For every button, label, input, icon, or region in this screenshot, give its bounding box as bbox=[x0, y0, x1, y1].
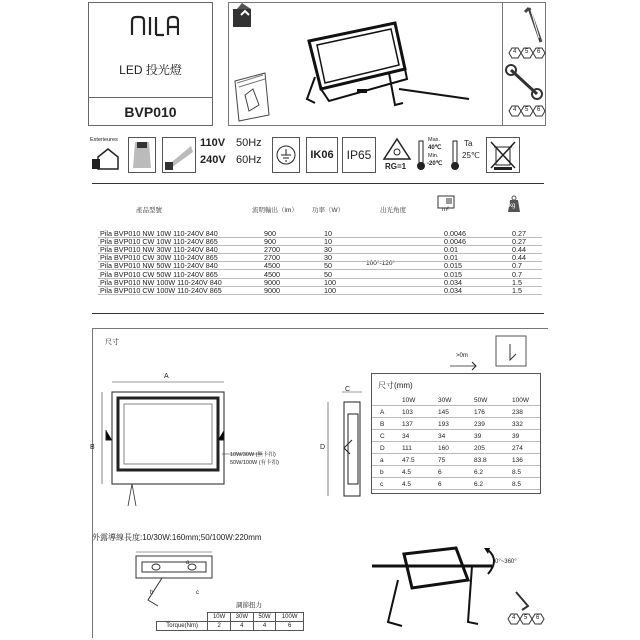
spec-lumen: 900 bbox=[264, 237, 276, 247]
tool-size-bottom bbox=[507, 104, 547, 118]
spec-power: 10 bbox=[324, 237, 332, 247]
spec-power: 100 bbox=[324, 285, 336, 295]
dim-label-c: C bbox=[345, 386, 351, 393]
hex-key-icon bbox=[525, 8, 541, 42]
dimension-row bbox=[372, 456, 540, 466]
dimension-value: 8.5 bbox=[512, 469, 522, 476]
pila-logo bbox=[129, 15, 179, 37]
rotation-drawing bbox=[372, 548, 494, 626]
ik-rating-badge bbox=[306, 137, 338, 173]
frequency-badge bbox=[236, 137, 270, 173]
spec-power: 30 bbox=[324, 245, 332, 255]
spec-power: 10 bbox=[324, 229, 332, 238]
dimension-value: 34 bbox=[402, 433, 410, 440]
thermometer-icon bbox=[416, 139, 426, 171]
header-model: 產品型號 bbox=[136, 207, 162, 214]
torque-col-30w: 30W bbox=[230, 613, 253, 622]
spec-model: Pila BVP010 NW 50W 110-240V 840 bbox=[100, 261, 218, 271]
dimension-value: 137 bbox=[402, 421, 413, 428]
spec-weight: 1.5 bbox=[512, 277, 522, 287]
tool-size-5b: 5 bbox=[525, 107, 529, 113]
dimension-value: 6.2 bbox=[474, 481, 484, 488]
cable-length-note: 外露導線長度:10/30W:160mm;50/100W:220mm bbox=[92, 533, 262, 542]
spotlight-icon-badge bbox=[128, 137, 156, 173]
spec-lumen: 9000 bbox=[264, 285, 280, 295]
dimension-value: 193 bbox=[438, 421, 449, 428]
dimension-row-label: A bbox=[380, 409, 385, 416]
dimension-value: 6 bbox=[438, 481, 442, 488]
spec-power: 50 bbox=[324, 261, 332, 271]
dimension-row bbox=[372, 444, 540, 454]
spec-weight: 0.27 bbox=[512, 229, 526, 238]
spec-lumen: 4500 bbox=[264, 261, 280, 271]
dimension-row-label: D bbox=[380, 445, 385, 452]
dimension-row bbox=[372, 480, 540, 490]
area-icon bbox=[436, 194, 458, 216]
weight-unit: kg bbox=[509, 203, 516, 209]
dim-label-d: D bbox=[320, 444, 326, 451]
cable-note-1: 10W/30W (無卡扣) bbox=[230, 452, 276, 458]
dim-label-small-c: c bbox=[196, 590, 199, 596]
spec-area: 0.0046 bbox=[444, 229, 466, 238]
dimension-value: 4.5 bbox=[402, 481, 412, 488]
weight-icon bbox=[504, 194, 524, 214]
dimension-value: 145 bbox=[438, 409, 449, 416]
ground-badge bbox=[272, 137, 300, 173]
rotation-hex-key-icon bbox=[516, 592, 528, 610]
dimension-value: 6 bbox=[438, 469, 442, 476]
area-unit: m² bbox=[442, 207, 449, 213]
ip-rating-label: IP65 bbox=[346, 147, 372, 162]
warning-triangle-icon bbox=[382, 137, 412, 161]
spec-lumen: 2700 bbox=[264, 253, 280, 263]
dimension-value: 176 bbox=[474, 409, 485, 416]
dimension-value: 238 bbox=[512, 409, 523, 416]
dimension-col-header: 10W bbox=[402, 397, 416, 404]
distance-label: >0m bbox=[456, 353, 468, 359]
tool-size-5: 5 bbox=[525, 49, 529, 55]
spec-area: 0.01 bbox=[444, 245, 458, 255]
header-beam-angle: 出光角度 bbox=[380, 207, 406, 214]
dimension-value: 103 bbox=[402, 409, 413, 416]
angle-icon-badge bbox=[162, 137, 196, 173]
cable-detail-drawing bbox=[136, 552, 212, 606]
ta-value: 25℃ bbox=[462, 151, 480, 160]
mounting-icon bbox=[496, 336, 526, 366]
product-info-panel bbox=[88, 2, 213, 126]
dimension-value: 6.2 bbox=[474, 469, 484, 476]
frequency-60: 60Hz bbox=[236, 154, 262, 166]
dimension-value: 39 bbox=[474, 433, 482, 440]
ik-rating-label: IK06 bbox=[310, 148, 334, 161]
beam-angle-value: 100°-120° bbox=[366, 260, 396, 267]
torque-table bbox=[156, 612, 304, 631]
distance-icon bbox=[450, 362, 476, 370]
header-power: 功率（W） bbox=[312, 207, 345, 214]
front-view-drawing bbox=[102, 382, 262, 506]
rg-rating-badge bbox=[380, 137, 414, 173]
model-number: BVP010 bbox=[89, 97, 212, 125]
torque-title: 調節扭力 bbox=[236, 602, 262, 609]
dim-label-b: B bbox=[90, 444, 95, 451]
ta-rating-badge bbox=[450, 137, 484, 173]
dimension-value: 111 bbox=[402, 445, 412, 452]
rotation-label: 0°~360° bbox=[495, 559, 517, 565]
torque-value-100w: 6 bbox=[276, 622, 304, 631]
dim-label-small-a: a bbox=[186, 560, 190, 566]
tool-size-6b: 6 bbox=[537, 107, 541, 113]
product-drawing-panel bbox=[228, 2, 546, 126]
dimension-value: 4.5 bbox=[402, 469, 412, 476]
ip-rating-badge bbox=[342, 137, 376, 173]
temp-min-value: -20℃ bbox=[427, 161, 443, 167]
temp-max-value: 40℃ bbox=[428, 145, 442, 151]
voltage-badge bbox=[200, 137, 232, 173]
temp-max-label: Max. bbox=[428, 137, 440, 143]
dimension-row bbox=[372, 408, 540, 418]
dimension-value: 34 bbox=[438, 433, 446, 440]
spec-weight: 0.27 bbox=[512, 237, 526, 247]
rot-size-6: 6 bbox=[536, 615, 540, 621]
torque-col-100w: 100W bbox=[276, 613, 304, 622]
spec-model: Pila BVP010 CW 100W 110-240V 865 bbox=[100, 285, 222, 295]
dimension-table bbox=[371, 373, 541, 494]
rot-size-5: 5 bbox=[524, 615, 528, 621]
crossed-bin-icon bbox=[488, 139, 518, 171]
dimension-value: 205 bbox=[474, 445, 485, 452]
spec-area: 0.015 bbox=[444, 261, 462, 271]
ta-label: Ta bbox=[464, 139, 473, 148]
product-type-label: LED 投光燈 bbox=[119, 63, 182, 77]
spec-power: 100 bbox=[324, 277, 336, 287]
rotation-tool-size bbox=[506, 612, 546, 626]
dimension-value: 83.8 bbox=[474, 457, 487, 464]
spec-weight: 0.44 bbox=[512, 253, 526, 263]
rot-size-4: 4 bbox=[512, 615, 516, 621]
ta-thermometer-icon bbox=[450, 139, 460, 171]
floodlight-drawing bbox=[307, 23, 469, 105]
dimension-row-label: a bbox=[380, 457, 384, 464]
header-lumen: 流明輸出（lm） bbox=[252, 207, 298, 214]
manual-icon bbox=[235, 73, 269, 121]
temp-min-label: Min. bbox=[428, 153, 439, 159]
spec-model: Pila BVP010 NW 10W 110-240V 840 bbox=[100, 229, 218, 238]
spec-area: 0.0046 bbox=[444, 237, 466, 247]
dimension-row bbox=[372, 432, 540, 442]
spec-weight: 0.7 bbox=[512, 269, 522, 279]
tool-size-4b: 4 bbox=[513, 107, 517, 113]
dimension-col-header: 50W bbox=[474, 397, 488, 404]
spec-lumen: 4500 bbox=[264, 269, 280, 279]
spec-weight: 0.44 bbox=[512, 245, 526, 255]
spec-table bbox=[92, 183, 544, 314]
dimension-title: 尺寸 bbox=[105, 339, 119, 346]
dimension-row-label: b bbox=[380, 469, 384, 476]
cable-note-2: 50W/100W (有卡扣) bbox=[230, 460, 279, 466]
spec-model: Pila BVP010 CW 50W 110-240V 865 bbox=[100, 269, 218, 279]
spec-area: 0.034 bbox=[444, 277, 462, 287]
spec-power: 50 bbox=[324, 269, 332, 279]
rg-rating-label: RG=1 bbox=[385, 162, 407, 171]
torque-col-50w: 50W bbox=[253, 613, 276, 622]
dimension-row-label: C bbox=[380, 433, 385, 440]
spec-model: Pila BVP010 NW 30W 110-240V 840 bbox=[100, 245, 218, 255]
dimension-value: 47.5 bbox=[402, 457, 415, 464]
tools-panel bbox=[502, 2, 546, 126]
dimension-value: 239 bbox=[474, 421, 485, 428]
dimension-value: 75 bbox=[438, 457, 446, 464]
dimension-value: 160 bbox=[438, 445, 449, 452]
dimension-col-header: 30W bbox=[438, 397, 452, 404]
tool-size-top bbox=[507, 46, 547, 60]
spec-area: 0.01 bbox=[444, 253, 458, 263]
dimension-value: 8.5 bbox=[512, 481, 522, 488]
dimension-row-label: B bbox=[380, 421, 385, 428]
voltage-high: 110V bbox=[200, 137, 226, 149]
torque-col-10w: 10W bbox=[208, 613, 231, 622]
tool-size-6: 6 bbox=[537, 49, 541, 55]
disposal-badge bbox=[486, 137, 520, 173]
ground-icon bbox=[275, 144, 297, 166]
house-icon bbox=[92, 145, 124, 171]
wrench-icon bbox=[506, 65, 542, 99]
frequency-50: 50Hz bbox=[236, 137, 262, 149]
torque-value-10w: 2 bbox=[208, 622, 231, 631]
spec-lumen: 900 bbox=[264, 229, 276, 238]
dimension-row bbox=[372, 468, 540, 478]
dimension-row bbox=[372, 420, 540, 430]
spec-model: Pila BVP010 NW 100W 110-240V 840 bbox=[100, 277, 222, 287]
torque-value-50w: 4 bbox=[253, 622, 276, 631]
torque-row-label: Torque(Nm) bbox=[157, 622, 208, 631]
spec-lumen: 9000 bbox=[264, 277, 280, 287]
spec-weight: 1.5 bbox=[512, 285, 522, 295]
dimension-value: 332 bbox=[512, 421, 523, 428]
floodlight-illustration bbox=[229, 3, 501, 125]
dimension-value: 274 bbox=[512, 445, 523, 452]
dimension-row-label: c bbox=[380, 481, 384, 488]
dim-label-a: A bbox=[164, 373, 169, 380]
box-open-icon bbox=[233, 3, 251, 27]
spec-lumen: 2700 bbox=[264, 245, 280, 255]
spec-weight: 0.7 bbox=[512, 261, 522, 271]
spec-area: 0.015 bbox=[444, 269, 462, 279]
spec-area: 0.034 bbox=[444, 285, 462, 295]
dimension-value: 39 bbox=[512, 433, 520, 440]
dimension-header-row bbox=[372, 396, 540, 406]
exterior-use-badge bbox=[90, 137, 126, 173]
spec-power: 30 bbox=[324, 253, 332, 263]
temp-range-badge bbox=[416, 137, 448, 173]
dimension-value: 136 bbox=[512, 457, 523, 464]
dim-label-small-b: b bbox=[150, 590, 154, 596]
torque-value-30w: 4 bbox=[230, 622, 253, 631]
voltage-low: 240V bbox=[200, 154, 226, 166]
spec-row bbox=[98, 287, 542, 295]
dimension-col-header: 100W bbox=[512, 397, 529, 404]
spec-model: Pila BVP010 CW 10W 110-240V 865 bbox=[100, 237, 218, 247]
beam-down-icon bbox=[129, 138, 155, 172]
tool-size-4: 4 bbox=[513, 49, 517, 55]
beam-angle-icon bbox=[163, 138, 195, 172]
exterieures-label: Exterieures bbox=[90, 137, 118, 143]
dimension-table-title: 尺寸(mm) bbox=[378, 381, 413, 390]
spec-model: Pila BVP010 CW 30W 110-240V 865 bbox=[100, 253, 218, 263]
side-view-drawing bbox=[328, 392, 362, 496]
